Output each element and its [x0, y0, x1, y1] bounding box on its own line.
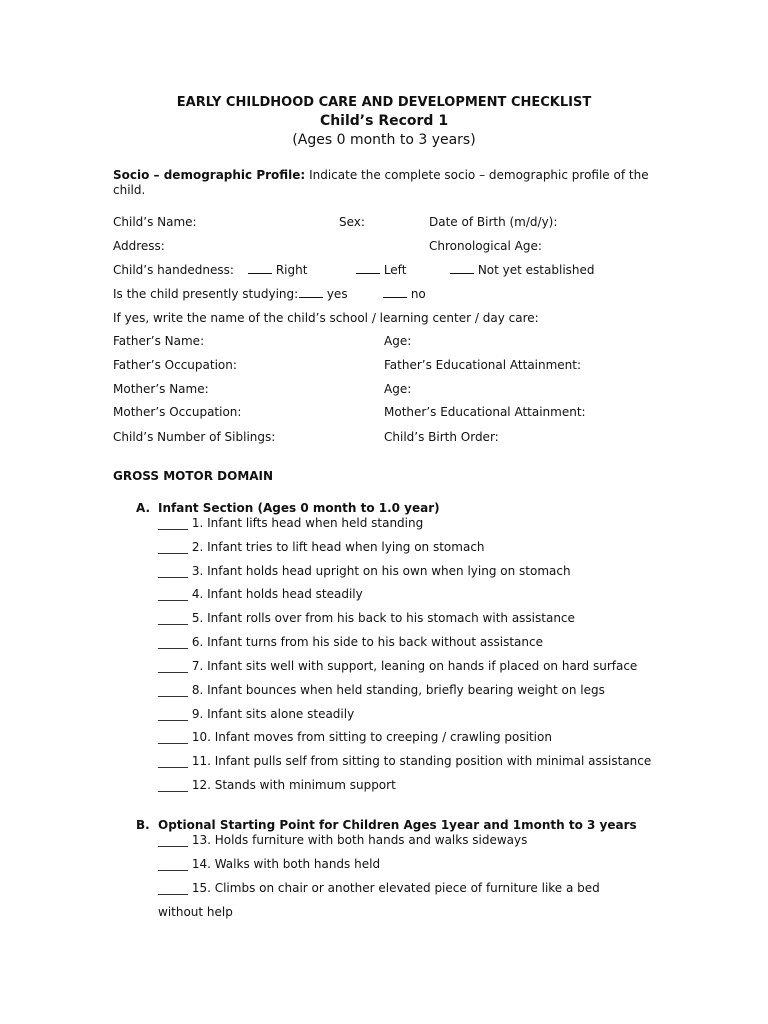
- school-field[interactable]: If yes, write the name of the child’s school / learning center / day care:: [113, 311, 539, 325]
- checklist-item-11[interactable]: _____ 11. Infant pulls self from sitting to standing position with minimal assistance: [158, 754, 652, 768]
- mother-occupation-field[interactable]: Mother’s Occupation:: [113, 405, 242, 419]
- child-name-field[interactable]: Child’s Name:: [113, 215, 197, 229]
- profile-instruction: Indicate the complete socio – demographic profile of the: [309, 168, 649, 182]
- section-b-letter: B.: [136, 818, 150, 832]
- answer-blank[interactable]: [356, 262, 380, 274]
- dob-field[interactable]: Date of Birth (m/d/y):: [429, 215, 558, 229]
- answer-blank[interactable]: [450, 262, 474, 274]
- answer-blank[interactable]: [383, 286, 407, 298]
- checklist-item-14[interactable]: _____ 14. Walks with both hands held: [158, 857, 381, 871]
- checklist-item-15[interactable]: _____ 15. Climbs on chair or another elevated piece of furniture like a bed: [158, 881, 600, 895]
- not-established-label: Not yet established: [477, 263, 595, 277]
- handedness-left-option[interactable]: [356, 262, 406, 278]
- mother-name-field[interactable]: Mother’s Name:: [113, 382, 209, 396]
- studying-yes-option[interactable]: [299, 286, 348, 302]
- record-title: Child’s Record 1: [319, 113, 449, 129]
- profile-instruction-cont: child.: [113, 183, 146, 197]
- chronological-age-field[interactable]: Chronological Age:: [429, 239, 542, 253]
- age-range: (Ages 0 month to 3 years): [292, 132, 476, 148]
- section-a-title: Infant Section (Ages 0 month to 1.0 year): [158, 501, 440, 515]
- father-occupation-field[interactable]: Father’s Occupation:: [113, 358, 237, 372]
- checklist-item-2[interactable]: _____ 2. Infant tries to lift head when lying on stomach: [158, 540, 485, 554]
- answer-blank[interactable]: [299, 286, 323, 298]
- checklist-item-10[interactable]: _____ 10. Infant moves from sitting to creeping / crawling position: [158, 730, 552, 744]
- checklist-item-3[interactable]: _____ 3. Infant holds head upright on his own when lying on stomach: [158, 564, 571, 578]
- father-education-field[interactable]: Father’s Educational Attainment:: [384, 358, 582, 372]
- checklist-item-13[interactable]: _____ 13. Holds furniture with both hands and walks sideways: [158, 833, 528, 847]
- checklist-item-7[interactable]: _____ 7. Infant sits well with support, leaning on hands if placed on hard surface: [158, 659, 638, 673]
- sex-field[interactable]: Sex:: [339, 215, 365, 229]
- answer-blank[interactable]: [248, 262, 272, 274]
- profile-label: Socio – demographic Profile:: [113, 168, 306, 182]
- father-age-field[interactable]: Age:: [384, 334, 412, 348]
- no-label: no: [410, 287, 426, 301]
- checklist-item-6[interactable]: _____ 6. Infant turns from his side to his back without assistance: [158, 635, 543, 649]
- right-label: Right: [275, 263, 308, 277]
- document-title: EARLY CHILDHOOD CARE AND DEVELOPMENT CHECKLIST: [176, 95, 592, 110]
- yes-label: yes: [326, 287, 348, 301]
- mother-education-field[interactable]: Mother’s Educational Attainment:: [384, 405, 586, 419]
- studying-no-option[interactable]: [383, 286, 426, 302]
- section-a-letter: A.: [136, 501, 151, 515]
- section-b-title: Optional Starting Point for Children Ages 1year and 1month to 3 years: [158, 818, 637, 832]
- address-field[interactable]: Address:: [113, 239, 165, 253]
- checklist-item-8[interactable]: _____ 8. Infant bounces when held standing, briefly bearing weight on legs: [158, 683, 605, 697]
- father-name-field[interactable]: Father’s Name:: [113, 334, 205, 348]
- checklist-item-12[interactable]: _____ 12. Stands with minimum support: [158, 778, 396, 792]
- handedness-label: Child’s handedness:: [113, 263, 234, 277]
- studying-label: Is the child presently studying:: [113, 287, 299, 301]
- siblings-field[interactable]: Child’s Number of Siblings:: [113, 430, 276, 444]
- checklist-item-9[interactable]: _____ 9. Infant sits alone steadily: [158, 707, 355, 721]
- handedness-right-option[interactable]: [248, 262, 307, 278]
- checklist-item-1[interactable]: _____ 1. Infant lifts head when held standing: [158, 516, 424, 530]
- checklist-item-15-cont: without help: [158, 905, 233, 919]
- domain-heading: GROSS MOTOR DOMAIN: [113, 469, 274, 483]
- profile-instruction-line: [113, 167, 649, 183]
- handedness-not-established-option[interactable]: [450, 262, 595, 278]
- left-label: Left: [383, 263, 407, 277]
- checklist-item-5[interactable]: _____ 5. Infant rolls over from his back to his stomach with assistance: [158, 611, 575, 625]
- mother-age-field[interactable]: Age:: [384, 382, 412, 396]
- checklist-item-4[interactable]: _____ 4. Infant holds head steadily: [158, 587, 363, 601]
- birth-order-field[interactable]: Child’s Birth Order:: [384, 430, 499, 444]
